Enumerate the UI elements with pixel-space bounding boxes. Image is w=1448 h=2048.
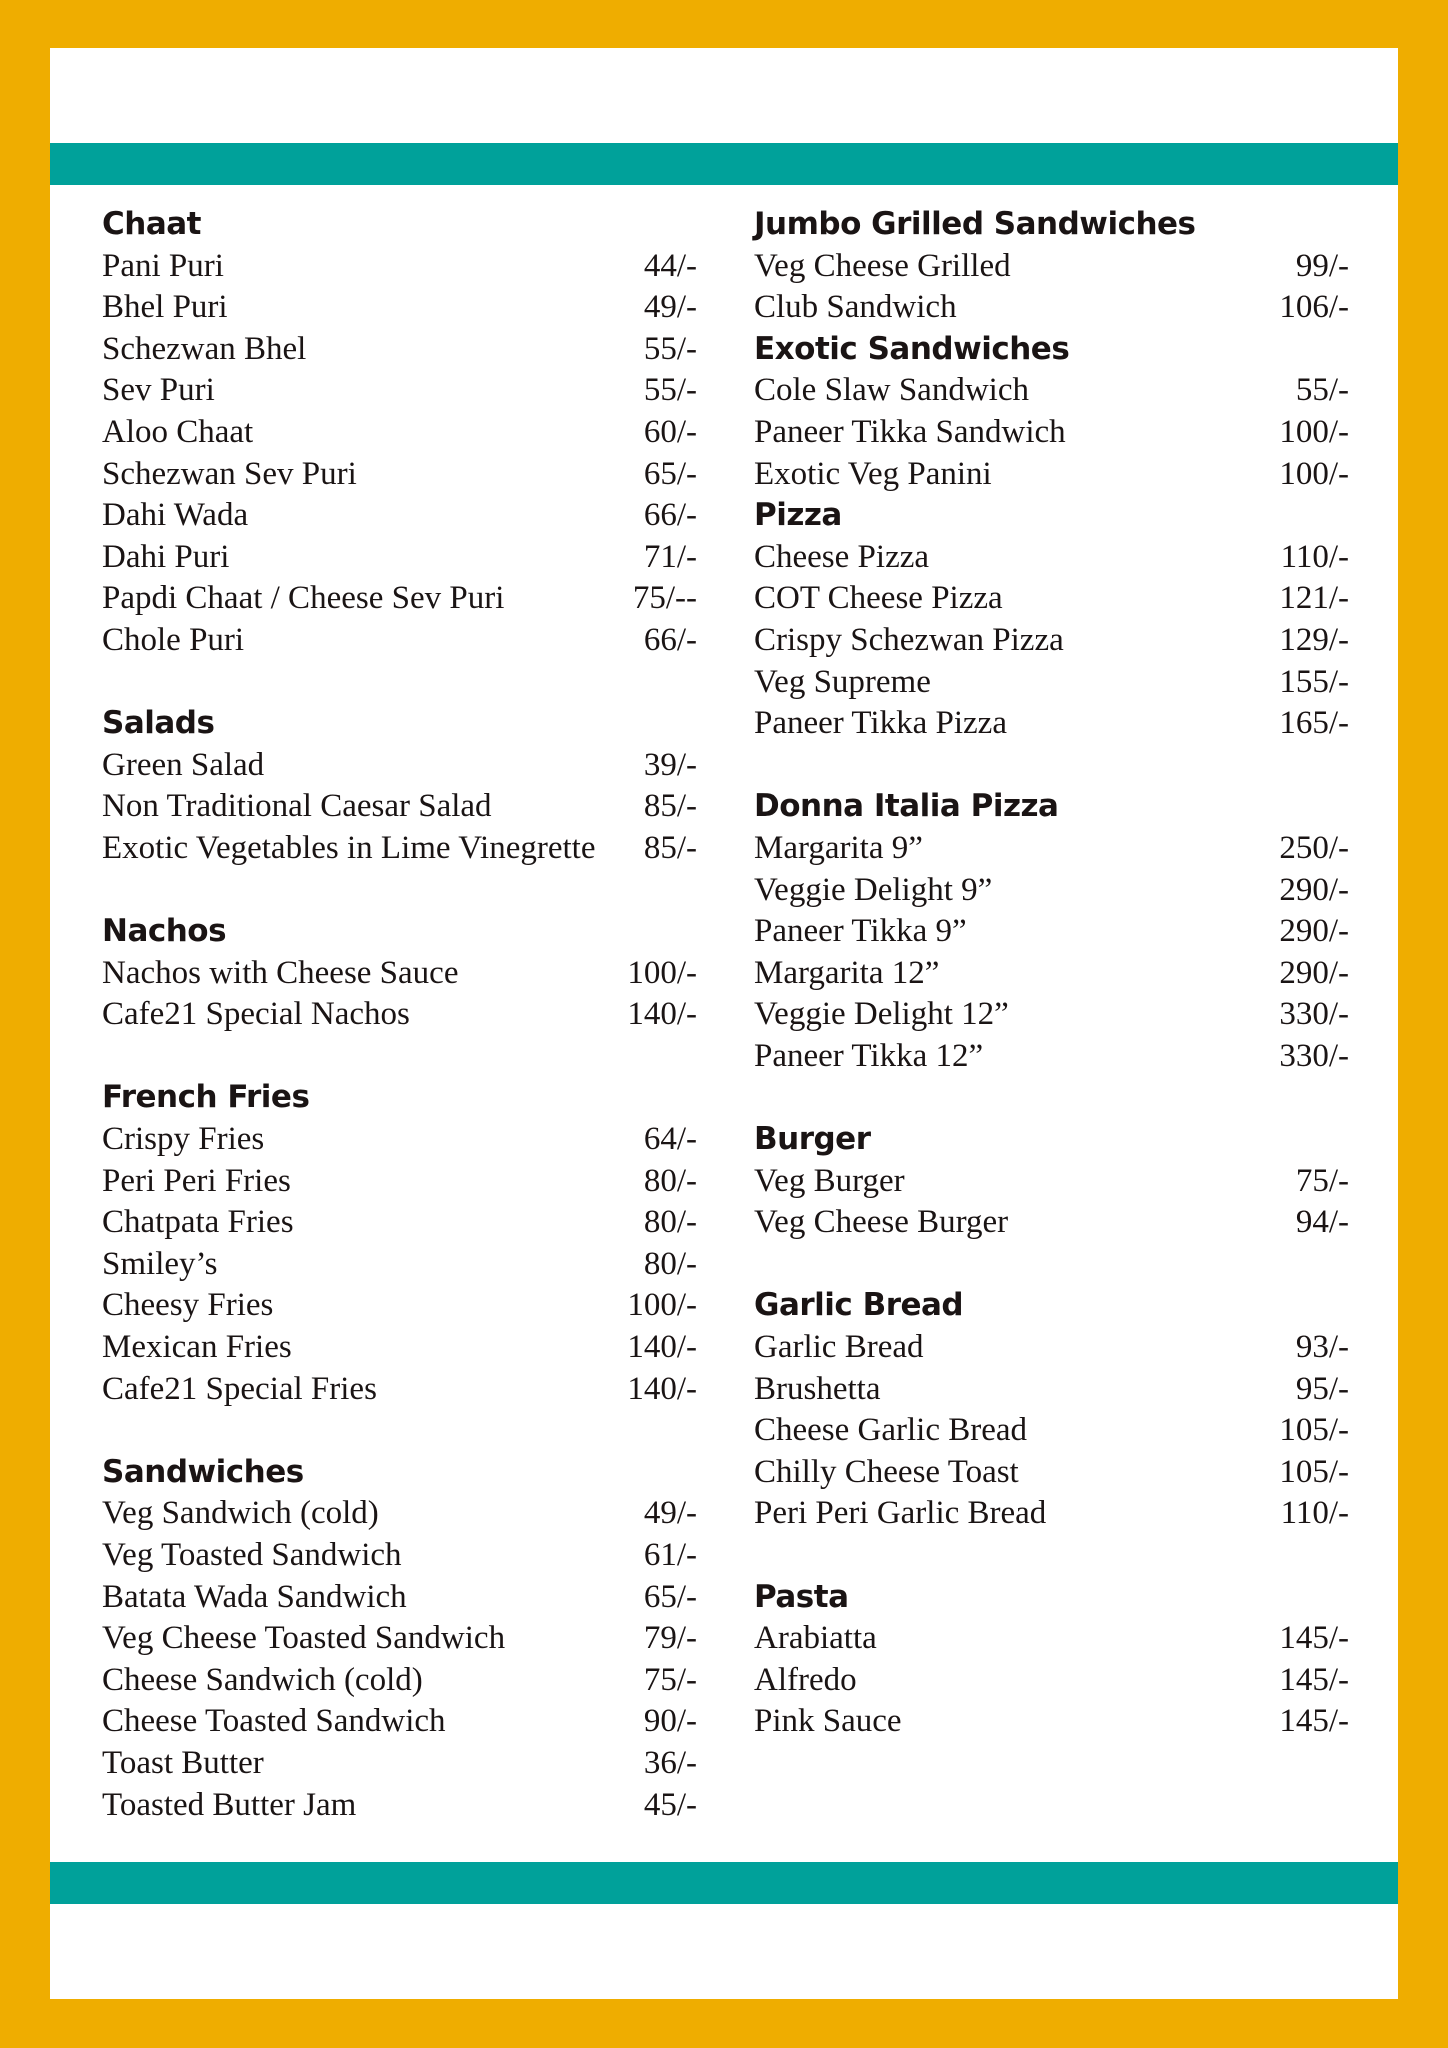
menu-item-name: Chilly Cheese Toast <box>754 1453 1019 1490</box>
menu-card <box>50 48 1398 1999</box>
menu-item-price: 60/- <box>643 413 697 450</box>
menu-item-price: 64/- <box>643 1121 697 1158</box>
menu-item-price: 100/- <box>627 1287 697 1324</box>
section-spacer <box>754 1244 1349 1286</box>
menu-item-name: Exotic Veg Panini <box>754 455 992 492</box>
menu-item-price: 140/- <box>627 996 697 1033</box>
menu-item-price: 330/- <box>1279 1037 1349 1074</box>
menu-section-burger <box>754 1119 1349 1244</box>
menu-item-price: 55/- <box>1295 372 1349 409</box>
menu-item-price: 36/- <box>643 1744 697 1781</box>
menu-item-name: Cheese Pizza <box>754 538 930 575</box>
menu-item <box>102 1202 697 1244</box>
menu-item-price: 55/- <box>643 372 697 409</box>
menu-item-price: 80/- <box>643 1204 697 1241</box>
section-spacer <box>754 745 1349 787</box>
menu-item-name: Chatpata Fries <box>102 1204 294 1241</box>
menu-item-name: Batata Wada Sandwich <box>102 1578 407 1615</box>
menu-item-price: 65/- <box>643 455 697 492</box>
menu-item-name: Garlic Bread <box>754 1329 924 1366</box>
section-spacer <box>102 1410 697 1452</box>
menu-item <box>102 495 697 537</box>
menu-item-name: Sev Puri <box>102 372 215 409</box>
menu-item <box>102 1535 697 1577</box>
menu-section-garlic-bread <box>754 1285 1349 1535</box>
menu-item <box>102 370 697 412</box>
menu-item-name: Cheese Garlic Bread <box>754 1412 1028 1449</box>
menu-item-price: 75/-- <box>632 580 697 617</box>
menu-item-price: 75/- <box>1295 1162 1349 1199</box>
section-title: Jumbo Grilled Sandwiches <box>754 206 1196 242</box>
menu-item-name: Veg Cheese Grilled <box>754 247 1011 284</box>
menu-item-name: Bhel Puri <box>102 289 228 326</box>
section-title: Chaat <box>102 206 201 242</box>
menu-item-price: 106/- <box>1279 289 1349 326</box>
menu-item <box>754 1369 1349 1411</box>
menu-item <box>754 662 1349 704</box>
menu-item-name: Margarita 9” <box>754 829 923 866</box>
menu-item <box>754 1618 1349 1660</box>
menu-item-name: Cafe21 Special Nachos <box>102 996 410 1033</box>
menu-item-price: 39/- <box>643 746 697 783</box>
menu-item <box>102 1618 697 1660</box>
menu-item <box>754 703 1349 745</box>
menu-item <box>754 620 1349 662</box>
menu-item-name: Paneer Tikka 12” <box>754 1037 984 1074</box>
menu-item-name: Nachos with Cheese Sauce <box>102 954 459 991</box>
menu-item-name: Pani Puri <box>102 247 224 284</box>
menu-item-name: Veg Supreme <box>754 663 931 700</box>
menu-item-price: 80/- <box>643 1162 697 1199</box>
menu-item <box>754 1701 1349 1743</box>
menu-item-price: 110/- <box>1280 1495 1349 1532</box>
menu-column-right <box>754 204 1349 1743</box>
menu-item-name: Veg Burger <box>754 1162 905 1199</box>
menu-item-name: Veg Cheese Toasted Sandwich <box>102 1620 506 1657</box>
menu-item <box>754 246 1349 288</box>
menu-section-french-fries <box>102 1077 697 1410</box>
menu-item-name: Veggie Delight 9” <box>754 871 993 908</box>
menu-item-price: 110/- <box>1280 538 1349 575</box>
menu-item-name: Veggie Delight 12” <box>754 996 1009 1033</box>
menu-item-price: 145/- <box>1279 1620 1349 1657</box>
menu-item-price: 66/- <box>643 497 697 534</box>
menu-item-name: Chole Puri <box>102 621 245 658</box>
menu-item <box>102 620 697 662</box>
menu-item-price: 105/- <box>1279 1453 1349 1490</box>
menu-item-price: 99/- <box>1295 247 1349 284</box>
menu-item-price: 140/- <box>627 1370 697 1407</box>
menu-item-name: Alfredo <box>754 1661 857 1698</box>
menu-item-price: 49/- <box>643 289 697 326</box>
menu-item <box>102 1743 697 1785</box>
menu-item-name: Peri Peri Garlic Bread <box>754 1495 1047 1532</box>
menu-item-price: 61/- <box>643 1537 697 1573</box>
menu-item-price: 145/- <box>1279 1703 1349 1740</box>
menu-item-price: 44/- <box>643 247 697 284</box>
menu-item <box>754 953 1349 995</box>
menu-item-name: Crispy Fries <box>102 1121 265 1158</box>
menu-item <box>102 1577 697 1619</box>
menu-item-name: Club Sandwich <box>754 289 957 326</box>
menu-item <box>102 1785 697 1827</box>
menu-item <box>754 911 1349 953</box>
menu-item-price: 66/- <box>643 621 697 658</box>
menu-item <box>754 454 1349 496</box>
menu-item-price: 100/- <box>627 954 697 991</box>
menu-item <box>754 1410 1349 1452</box>
top-teal-band <box>50 143 1398 185</box>
menu-item-price: 75/- <box>643 1661 697 1698</box>
menu-item <box>102 537 697 579</box>
menu-item-price: 290/- <box>1279 913 1349 950</box>
menu-item <box>102 1119 697 1161</box>
menu-item-price: 155/- <box>1279 663 1349 700</box>
menu-item-price: 80/- <box>643 1245 697 1282</box>
menu-section-sandwiches <box>102 1452 697 1826</box>
menu-item-name: Veg Toasted Sandwich <box>102 1537 402 1573</box>
section-title: Donna Italia Pizza <box>754 788 1059 825</box>
menu-item <box>754 370 1349 412</box>
menu-section-pasta <box>754 1577 1349 1743</box>
menu-item-price: 55/- <box>643 330 697 367</box>
menu-item-price: 129/- <box>1279 621 1349 658</box>
menu-item-name: Veg Sandwich (cold) <box>102 1495 379 1532</box>
bottom-teal-band <box>50 1862 1398 1904</box>
menu-item-price: 94/- <box>1295 1204 1349 1241</box>
menu-item-price: 71/- <box>643 538 697 575</box>
menu-item-name: Peri Peri Fries <box>102 1162 291 1199</box>
menu-item <box>102 246 697 288</box>
section-title: Sandwiches <box>102 1453 304 1490</box>
menu-item-name: Dahi Wada <box>102 497 249 534</box>
menu-item-price: 93/- <box>1295 1329 1349 1366</box>
menu-item-name: Cheese Toasted Sandwich <box>102 1703 446 1740</box>
section-title: French Fries <box>102 1079 310 1116</box>
menu-item <box>102 578 697 620</box>
menu-item-price: 145/- <box>1279 1661 1349 1698</box>
menu-item-name: Dahi Puri <box>102 538 230 575</box>
menu-item-price: 79/- <box>643 1620 697 1657</box>
menu-item <box>102 412 697 454</box>
menu-item <box>102 1493 697 1535</box>
section-title: Burger <box>754 1121 871 1158</box>
menu-item-name: Paneer Tikka Sandwich <box>754 413 1066 450</box>
menu-item-price: 65/- <box>643 1578 697 1615</box>
menu-item-price: 49/- <box>643 1495 697 1532</box>
menu-item-name: Crispy Schezwan Pizza <box>754 621 1064 658</box>
menu-item <box>754 412 1349 454</box>
menu-item-price: 165/- <box>1279 705 1349 742</box>
menu-item-price: 140/- <box>627 1329 697 1366</box>
menu-item-name: Toast Butter <box>102 1744 264 1781</box>
menu-item <box>102 1285 697 1327</box>
menu-item-name: Cafe21 Special Fries <box>102 1370 377 1407</box>
menu-column-left <box>102 204 697 1826</box>
menu-item <box>102 786 697 828</box>
menu-item <box>102 745 697 787</box>
menu-item <box>754 287 1349 329</box>
menu-item <box>754 828 1349 870</box>
menu-item <box>754 994 1349 1036</box>
section-title: Pizza <box>754 497 842 534</box>
menu-item-name: Veg Cheese Burger <box>754 1204 1009 1241</box>
menu-item <box>102 828 697 870</box>
menu-item-name: Pink Sauce <box>754 1703 902 1740</box>
menu-item-name: Cheese Sandwich (cold) <box>102 1661 423 1698</box>
menu-item-name: Papdi Chaat / Cheese Sev Puri <box>102 580 505 617</box>
menu-item <box>754 1327 1349 1369</box>
menu-item-name: Margarita 12” <box>754 954 940 991</box>
section-spacer <box>754 1077 1349 1119</box>
menu-item-price: 290/- <box>1279 954 1349 991</box>
menu-item-price: 45/- <box>643 1786 697 1823</box>
menu-item-name: Schezwan Sev Puri <box>102 455 357 492</box>
menu-item-name: Cole Slaw Sandwich <box>754 372 1029 409</box>
menu-item-name: Paneer Tikka 9” <box>754 913 967 950</box>
section-spacer <box>102 1036 697 1078</box>
section-spacer <box>102 662 697 704</box>
section-spacer <box>102 870 697 912</box>
menu-item <box>102 953 697 995</box>
menu-section-exotic-sandwiches <box>754 329 1349 495</box>
menu-item-name: COT Cheese Pizza <box>754 580 1003 617</box>
menu-item <box>754 1493 1349 1535</box>
menu-item <box>754 578 1349 620</box>
section-title: Garlic Bread <box>754 1287 964 1324</box>
menu-item <box>102 1701 697 1743</box>
menu-item-name: Aloo Chaat <box>102 413 254 450</box>
menu-item-name: Toasted Butter Jam <box>102 1786 357 1823</box>
menu-item-name: Schezwan Bhel <box>102 330 307 367</box>
menu-item-name: Paneer Tikka Pizza <box>754 705 1007 742</box>
menu-item <box>102 1327 697 1369</box>
section-spacer <box>754 1535 1349 1577</box>
menu-item-name: Green Salad <box>102 746 265 783</box>
menu-item-price: 90/- <box>643 1703 697 1740</box>
menu-item <box>754 1452 1349 1494</box>
menu-item-price: 121/- <box>1279 580 1349 617</box>
menu-item-price: 330/- <box>1279 996 1349 1033</box>
menu-item-name: Arabiatta <box>754 1620 877 1657</box>
menu-item <box>102 329 697 371</box>
section-title: Pasta <box>754 1578 849 1615</box>
menu-item-name: Non Traditional Caesar Salad <box>102 788 492 825</box>
menu-section-chaat <box>102 204 697 662</box>
menu-item-name: Exotic Vegetables in Lime Vinegrette <box>102 829 596 866</box>
menu-item-price: 105/- <box>1279 1412 1349 1449</box>
menu-item-name: Mexican Fries <box>102 1329 292 1366</box>
menu-item-price: 95/- <box>1295 1370 1349 1407</box>
menu-section-jumbo-grilled-sandwiches <box>754 204 1349 329</box>
menu-item <box>754 537 1349 579</box>
section-title: Salads <box>102 705 215 742</box>
menu-item <box>754 1161 1349 1203</box>
menu-item <box>102 1660 697 1702</box>
menu-item-price: 290/- <box>1279 871 1349 908</box>
menu-item-price: 100/- <box>1279 413 1349 450</box>
menu-item <box>102 287 697 329</box>
menu-item <box>102 1244 697 1286</box>
menu-item <box>754 1202 1349 1244</box>
menu-section-salads <box>102 703 697 869</box>
menu-item <box>754 1660 1349 1702</box>
menu-item <box>754 1036 1349 1078</box>
menu-item <box>754 870 1349 912</box>
menu-item <box>102 454 697 496</box>
menu-item-name: Cheesy Fries <box>102 1287 274 1324</box>
menu-item <box>102 1369 697 1411</box>
section-title: Nachos <box>102 913 227 950</box>
menu-item <box>102 994 697 1036</box>
menu-item-name: Brushetta <box>754 1370 881 1407</box>
menu-section-nachos <box>102 911 697 1036</box>
menu-item-price: 100/- <box>1279 455 1349 492</box>
menu-item-price: 85/- <box>643 829 697 866</box>
menu-section-donna-italia-pizza <box>754 786 1349 1077</box>
section-title: Exotic Sandwiches <box>754 330 1070 367</box>
menu-item-price: 250/- <box>1279 829 1349 866</box>
menu-item-price: 85/- <box>643 788 697 825</box>
menu-item-name: Smiley’s <box>102 1245 218 1282</box>
menu-item <box>102 1161 697 1203</box>
menu-section-pizza <box>754 495 1349 745</box>
